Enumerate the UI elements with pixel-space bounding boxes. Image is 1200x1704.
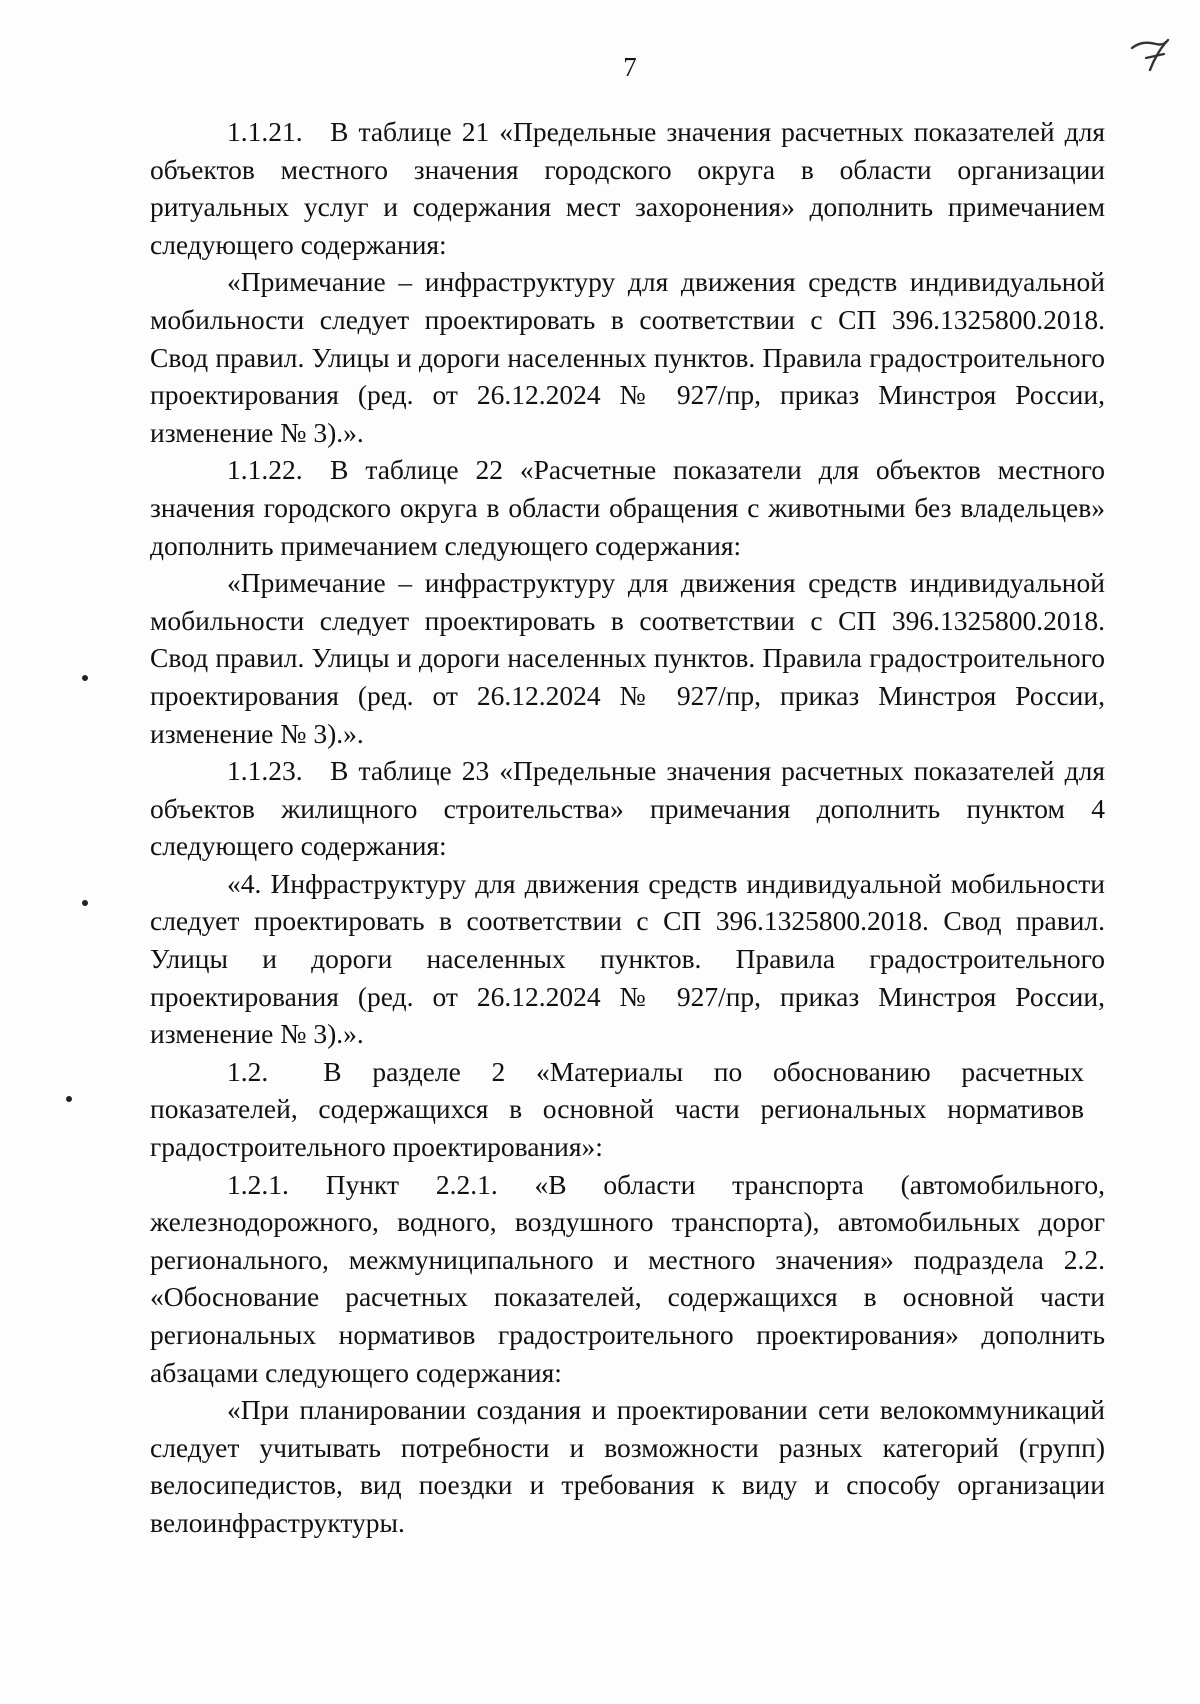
handwritten-page-number-icon xyxy=(1128,34,1174,74)
paragraph-note-22: «Примечание – инфраструктуру для движения средств индивидуальной мобильности следует проектировать в соответствии с СП 396.1325800.2018. Свод правил. Улицы и дороги населенных пунктов. Правила градостроительного проектирования (ред. от 26.12.2024 № 927/пр, приказ Минстроя России, изменение № 3).». xyxy=(150,567,1105,749)
paragraph-1-2: 1.2. В разделе 2 «Материалы по обоснованию расчетных показателей, содержащихся в основной части региональных нормативов градостроительного проектирования»: xyxy=(150,1055,1084,1163)
paragraph-1-1-21: 1.1.21. В таблице 21 «Предельные значения расчетных показателей для объектов местного значения городского округа в области организации ритуальных услуг и содержания мест захоронения» дополнить примечанием следующего содержания: xyxy=(150,116,1105,260)
paragraph-1-1-22: 1.1.22. В таблице 22 «Расчетные показатели для объектов местного значения городского округа в области обращения с животными без владельцев» дополнить примечанием следующего содержания: xyxy=(150,454,1105,561)
page-number: 7 xyxy=(623,52,637,82)
paragraph-note-23-item-4: «4. Инфраструктуру для движения средств индивидуальной мобильности следует проектировать в соответствии с СП 396.1325800.2018. Свод правил. Улицы и дороги населенных пунктов. Правила градостроительного проектирования (ред. от 26.12.2024 № 927/пр, приказ Минстроя России, изменение № 3).». xyxy=(150,867,1105,1050)
paragraph-bicycle-infrastructure: «При планировании создания и проектировании сети велокоммуникаций следует учитывать потребности и возможности разных категорий (групп) велосипедистов, вид поездки и требования к виду и способу организации велоинфраструктуры. xyxy=(150,1394,1105,1538)
paragraph-1-2-1: 1.2.1. Пункт 2.2.1. «В области транспорта (автомобильного, железнодорожного, водного, воздушного транспорта), автомобильных дорог регионального, межмуниципального и местного значения» подраздела 2.2. «Обоснование расчетных показателей, содержащихся в основной части региональных нормативов градостроительного проектирования» дополнить абзацами следующего содержания: xyxy=(150,1168,1105,1388)
document-body xyxy=(150,113,1105,1542)
paragraph-note-21: «Примечание – инфраструктуру для движения средств индивидуальной мобильности следует проектировать в соответствии с СП 396.1325800.2018. Свод правил. Улицы и дороги населенных пунктов. Правила градостроительного проектирования (ред. от 26.12.2024 № 927/пр, приказ Минстроя России, изменение № 3).». xyxy=(150,266,1105,448)
scan-artifact-dot xyxy=(66,1096,72,1102)
paragraph-1-1-23: 1.1.23. В таблице 23 «Предельные значения расчетных показателей для объектов жилищного строительства» примечания дополнить пунктом 4 следующего содержания: xyxy=(150,755,1105,862)
scan-artifact-dot xyxy=(82,675,88,681)
scan-artifact-dot xyxy=(82,900,88,906)
